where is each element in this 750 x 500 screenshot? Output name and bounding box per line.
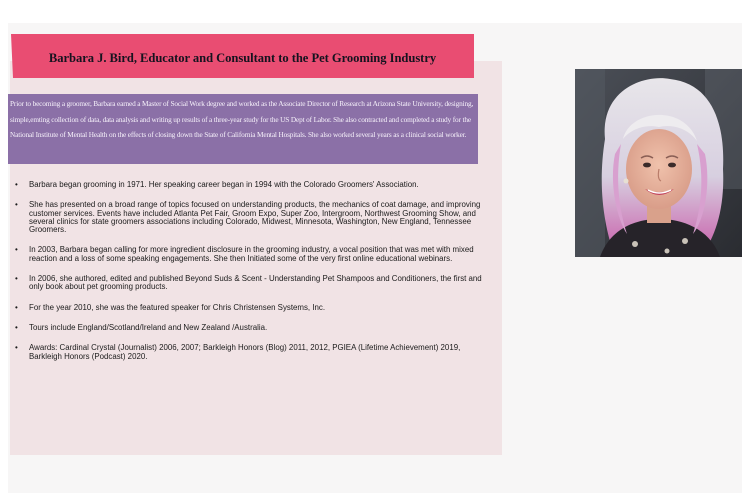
list-item-text: In 2003, Barbara began calling for more ingredient disclosure in the grooming industry, a vocal position that was met with mixed reaction and a loss of some speaking engagements. She then Initiated some of the very first online educational webinars. <box>29 245 474 263</box>
list-item-text: Awards: Cardinal Crystal (Journalist) 2006, 2007; Barkleigh Honors (Blog) 2011, 2012, PGIEA (Lifetime Achievement) 2019, Barkleigh Honors (Podcast) 2020. <box>29 343 461 361</box>
page-title: Barbara J. Bird, Educator and Consultant to the Pet Grooming Industry <box>48 50 437 65</box>
list-item <box>13 275 483 292</box>
list-item <box>13 246 483 263</box>
bullet-icon: • <box>15 180 18 189</box>
list-item-text: Barbara began grooming in 1971. Her speaking career began in 1994 with the Colorado Groomers' Association. <box>29 180 419 189</box>
list-item-text: In 2006, she authored, edited and published Beyond Suds & Scent - Understanding Pet Shampoos and Conditioners, the first and only book about pet grooming products. <box>29 274 482 292</box>
list-item-text: For the year 2010, she was the featured speaker for Chris Christensen Systems, Inc. <box>29 302 326 312</box>
portrait-illustration <box>575 69 742 257</box>
bullet-list <box>13 181 483 373</box>
bullet-icon: • <box>15 343 18 353</box>
bullet-icon: • <box>15 274 18 284</box>
list-item-text: She has presented on a broad range of topics focused on understanding products, the mechanics of coat damage, and improving customer services. Events have included Atlanta Pet Fair, Groom Expo, Super Zoo, Intergroom, Northwest Grooming Show, and several clinics for state groomers associations including Colorado, Midwest, Minnesota, Washington, New England, Tennessee Groomers. <box>29 200 481 235</box>
bullet-icon: • <box>15 200 18 210</box>
bullet-icon: • <box>15 322 18 332</box>
bullet-icon: • <box>15 245 18 255</box>
list-item <box>13 304 483 312</box>
list-item <box>13 181 483 189</box>
list-item <box>13 201 483 234</box>
bio-summary: Prior to becoming a groomer, Barbara earned a Master of Social Work degree and worked as the Associate Director of Research at Arizona State University, designing, simple,emting collection of data, data analysis and writing up results of a three-year study for the US Dept of Labor. She also contracted and completed a study for the National Institute of Mental Health on the effects of closing down the State of California Mental Hospitals. She also worked several years as a clinical social worker. <box>8 94 478 164</box>
list-item <box>13 324 483 332</box>
portrait-photo <box>575 69 742 257</box>
bullet-icon: • <box>15 302 18 312</box>
list-item-text: Tours include England/Scotland/Ireland and New Zealand /Australia. <box>29 322 268 332</box>
list-item <box>13 344 483 361</box>
